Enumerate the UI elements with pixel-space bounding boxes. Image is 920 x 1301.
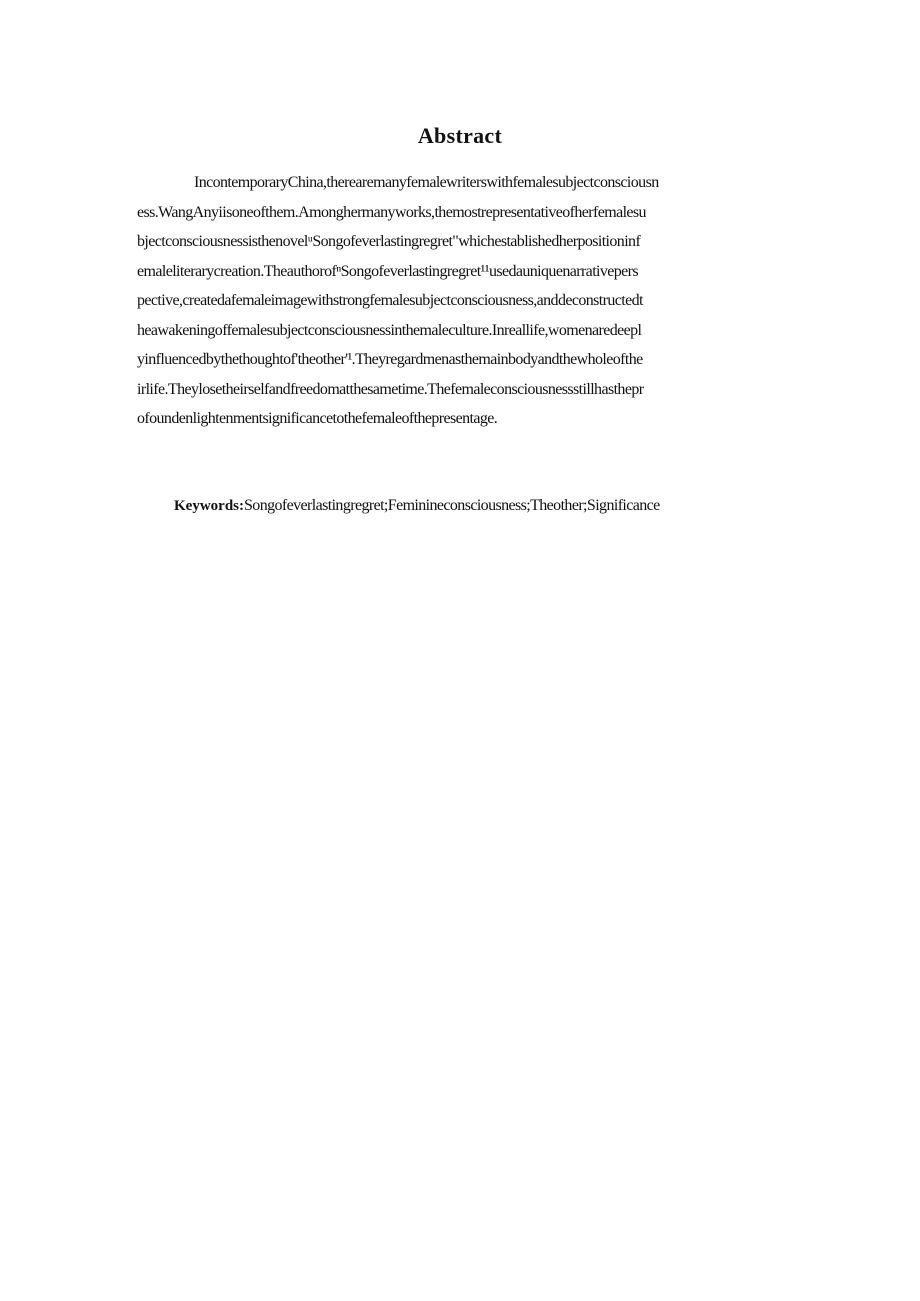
abstract-body bbox=[137, 168, 782, 434]
keywords-label: Keywords: bbox=[174, 498, 244, 514]
abstract-line: bjectconsciousnessisthenovelᵘSongofeverlastingregret"whichestablishedherpositioninf bbox=[137, 233, 641, 250]
abstract-line: ess.WangAnyiisoneofthem.Amonghermanyworks,themostrepresentativeofherfemalesu bbox=[137, 203, 646, 221]
abstract-line: heawakeningoffemalesubjectconsciousnessinthemaleculture.Inreallife,womenaredeepl bbox=[137, 321, 642, 339]
abstract-line: emaleliterarycreation.TheauthorofⁿSongofeverlastingregret¹¹usedauniquenarrativepers bbox=[137, 262, 639, 280]
abstract-line: ofoundenlightenmentsignificancetothefemaleofthepresentage. bbox=[137, 410, 498, 427]
abstract-line: pective,createdafemaleimagewithstrongfemalesubjectconsciousness,anddeconstructedt bbox=[137, 292, 643, 309]
abstract-line: irlife.Theylosetheirselfandfreedomatthesametime.Thefemaleconsciousnessstillhasthepr bbox=[137, 380, 644, 398]
keywords-line bbox=[174, 493, 782, 519]
keywords-text: Songofeverlastingregret;Feminineconsciousness;Theother;Significance bbox=[244, 497, 660, 514]
abstract-line: yinfluencedbythethoughtof'theother'¹.Theyregardmenasthemainbodyandthewholeofthe bbox=[137, 351, 643, 368]
abstract-title: Abstract bbox=[417, 123, 503, 148]
abstract-line: IncontemporaryChina,therearemanyfemalewriterswithfemalesubjectconsciousn bbox=[194, 174, 659, 191]
